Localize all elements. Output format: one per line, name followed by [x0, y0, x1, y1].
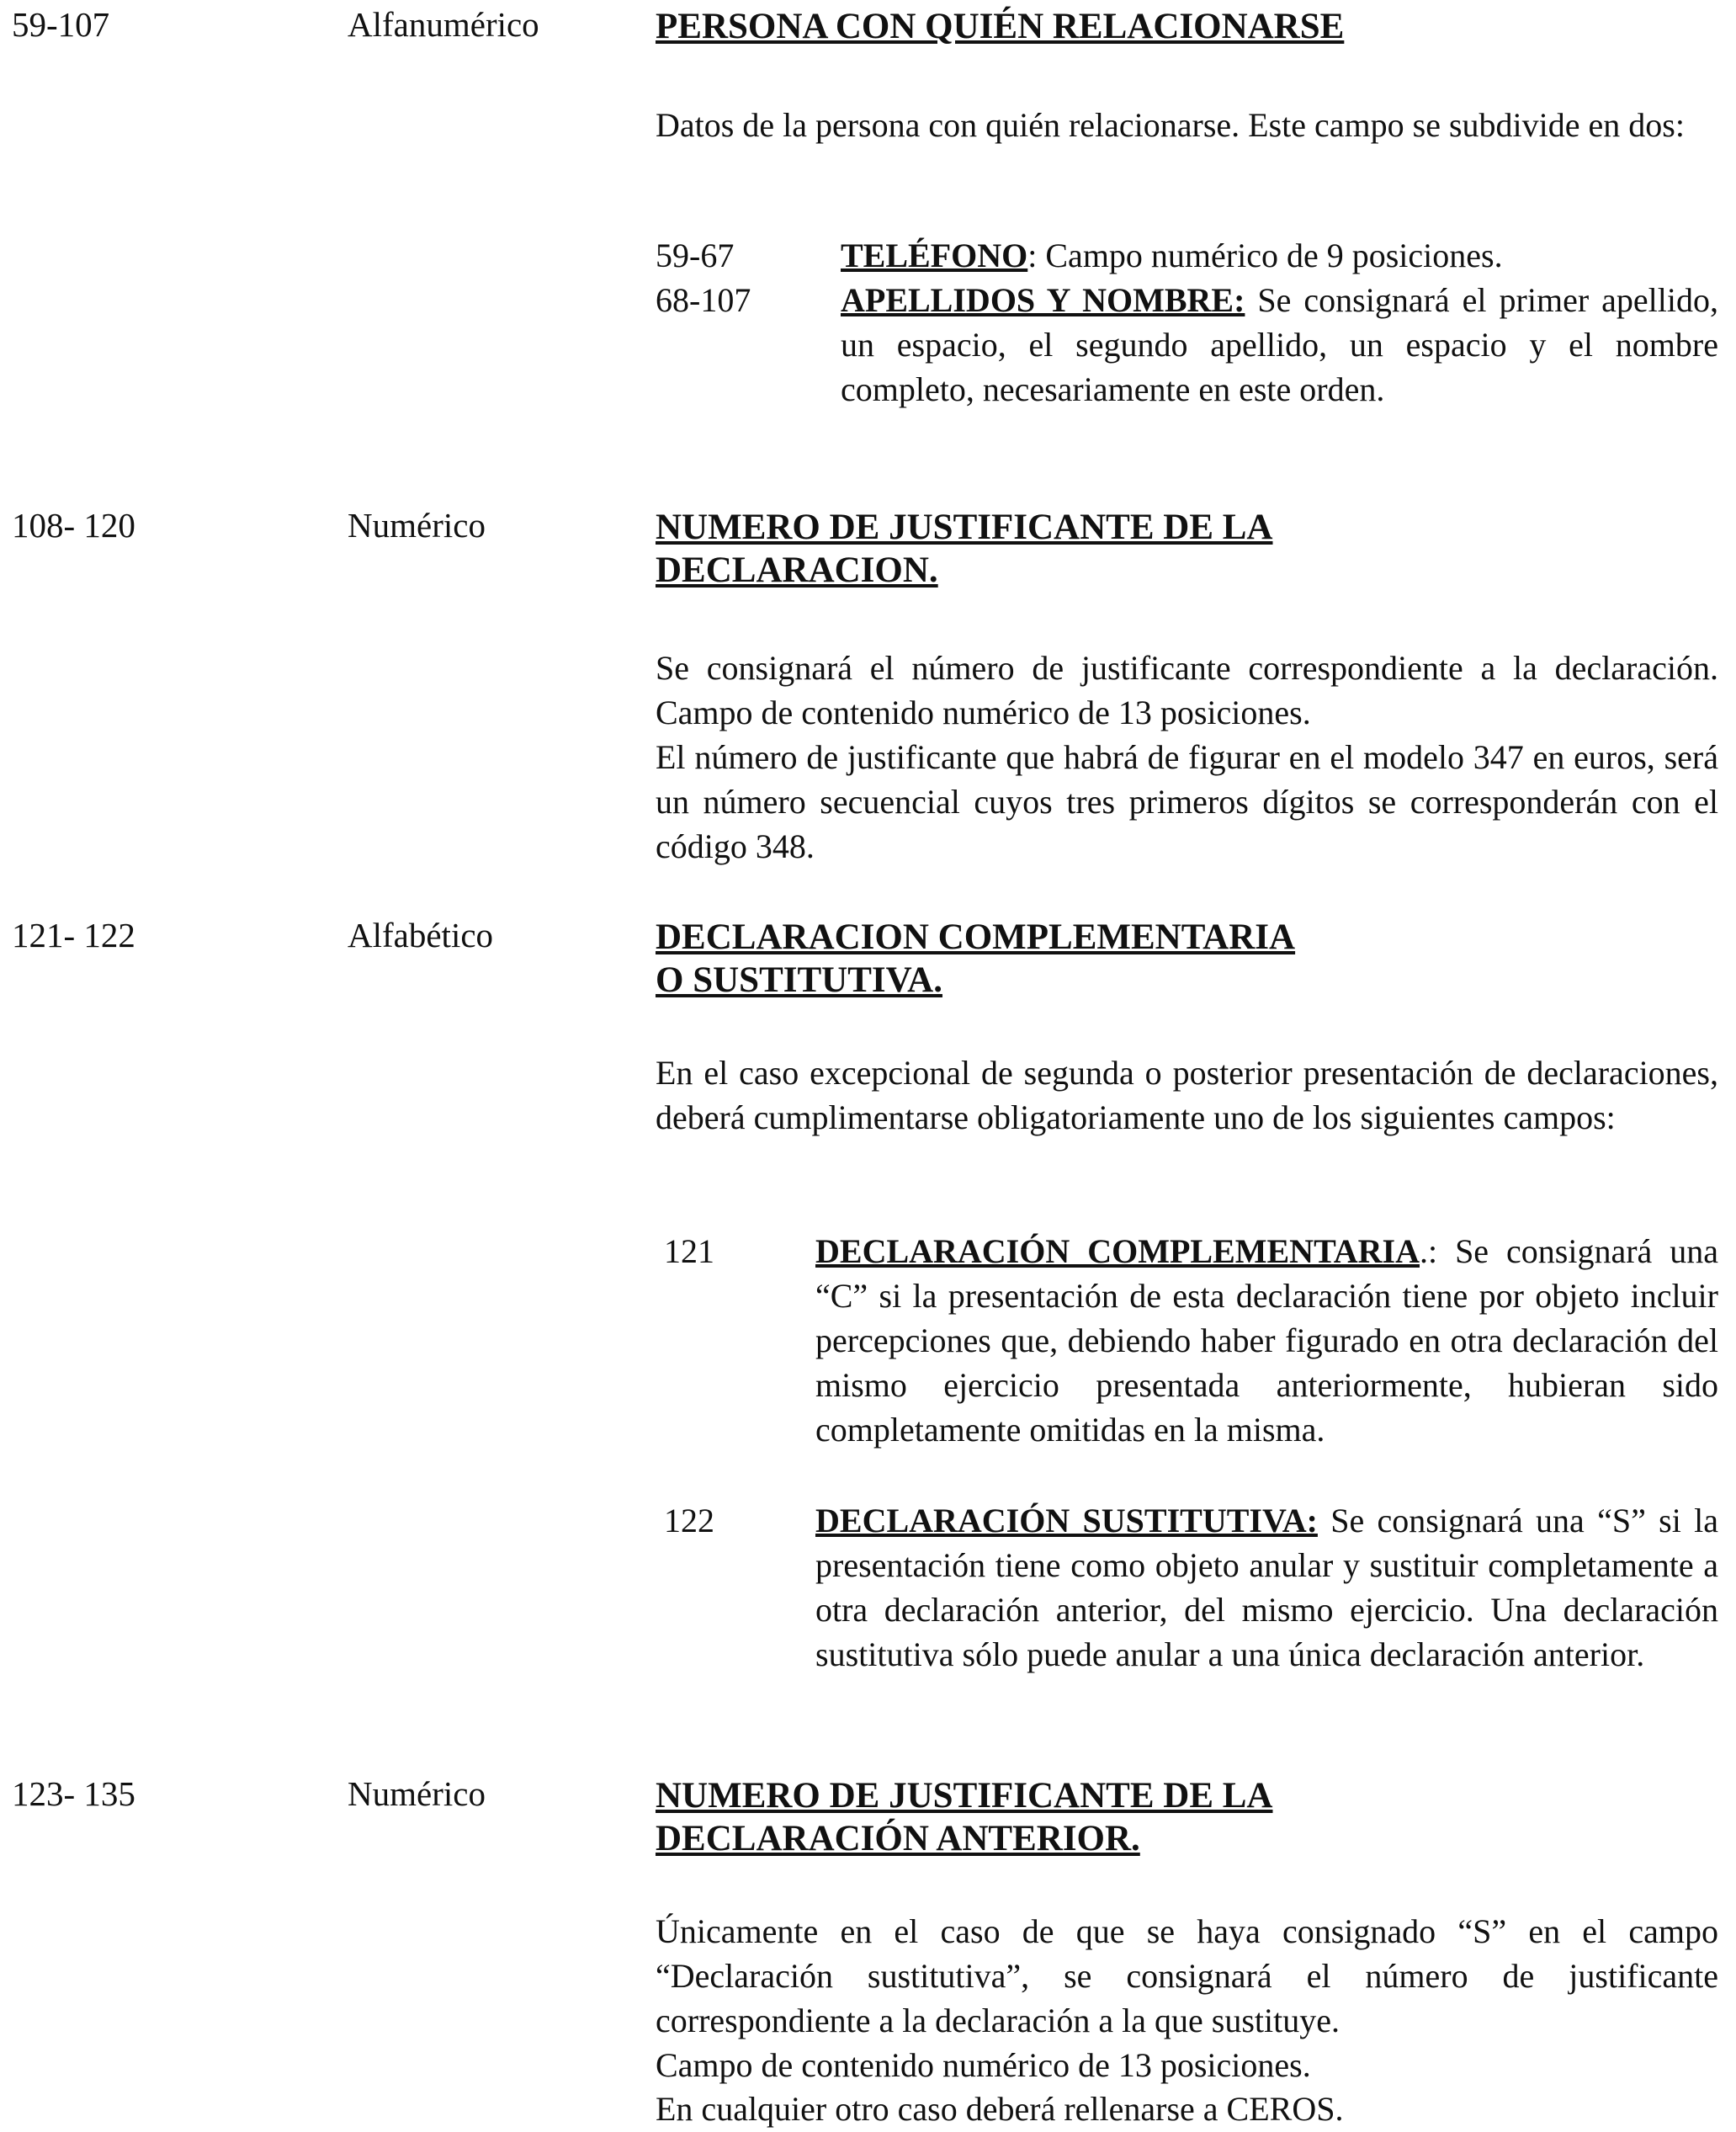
- field-title-line: DECLARACIÓN ANTERIOR.: [656, 1819, 1140, 1858]
- field-type: Alfabético: [348, 916, 494, 954]
- field-type: Numérico: [348, 1774, 486, 1813]
- subfield-title: TELÉFONO: [841, 237, 1028, 274]
- field-description: Se consignará el número de justificante correspondiente a la declaración. Campo de contenido numérico de 13 posiciones.: [656, 649, 1718, 731]
- field-title: [656, 1774, 1272, 1860]
- field-title-line: PERSONA CON QUIÉN RELACIONARSE: [656, 7, 1345, 46]
- field-description: En el caso excepcional de segunda o posterior presentación de declaraciones, deberá cumplimentarse obligatoriamente uno de los siguientes campos:: [656, 1054, 1718, 1136]
- field-title-line: NUMERO DE JUSTIFICANTE DE LA: [656, 1776, 1273, 1816]
- field-description: En cualquier otro caso deberá rellenarse a CEROS.: [656, 2090, 1344, 2128]
- subfield-text: Se consignará el primer apellido, un espacio, el segundo apellido, un espacio y el nombre completo, necesariamente en este orden.: [841, 281, 1718, 408]
- subfield-text: : Campo numérico de 9 posiciones.: [1027, 237, 1503, 274]
- subfield-title: APELLIDOS Y NOMBRE:: [841, 281, 1245, 319]
- field-title-line: O SUSTITUTIVA.: [656, 960, 942, 1000]
- subfield-position: 121: [664, 1232, 714, 1270]
- field-position: 123- 135: [12, 1774, 135, 1813]
- field-description: Únicamente en el caso de que se haya consignado “S” en el campo “Declaración sustitutiva”, se consignará el número de justificante correspondiente a la declaración a la que sustituye.: [656, 1912, 1718, 2039]
- field-title: [656, 5, 1344, 48]
- subfield-text: .: Se consignará una “C” si la presentación de esta declaración tiene por objeto incluir percepciones que, debiendo haber figurado en otra declaración del mismo ejercicio presentada anteriormente, hubieran sido completamente omitidas en la misma.: [815, 1232, 1718, 1449]
- field-title-line: NUMERO DE JUSTIFICANTE DE LA: [656, 508, 1273, 547]
- field-title: [656, 916, 1295, 1002]
- field-description: El número de justificante que habrá de figurar en el modelo 347 en euros, será un número secuencial cuyos tres primeros dígitos se corresponderán con el código 348.: [656, 738, 1718, 865]
- subfield-description: [815, 1498, 1718, 1677]
- field-position: 121- 122: [12, 916, 135, 954]
- field-title: [656, 506, 1272, 592]
- field-title-line: DECLARACION.: [656, 550, 938, 590]
- field-type: Numérico: [348, 506, 486, 545]
- subfield-position: 122: [664, 1502, 714, 1539]
- field-position: 59-107: [12, 5, 110, 44]
- subfield-position: 59-67: [656, 237, 735, 274]
- subfield-title: DECLARACIÓN SUSTITUTIVA:: [815, 1502, 1318, 1539]
- subfield-text: Se consignará una “S” si la presentación tiene como objeto anular y sustituir completamente a otra declaración anterior, del mismo ejercicio. Una declaración sustitutiva sólo puede anular a una única declaración anterior.: [815, 1502, 1718, 1673]
- subfield-title: DECLARACIÓN COMPLEMENTARIA: [815, 1232, 1420, 1270]
- field-title-line: DECLARACION COMPLEMENTARIA: [656, 917, 1296, 957]
- subfield-description: [841, 278, 1718, 412]
- field-description: Campo de contenido numérico de 13 posiciones.: [656, 2046, 1311, 2084]
- subfield-description: [841, 233, 1718, 278]
- field-position: 108- 120: [12, 506, 135, 545]
- field-description: Datos de la persona con quién relacionarse. Este campo se subdivide en dos:: [656, 106, 1685, 144]
- subfield-description: [815, 1229, 1718, 1452]
- subfield-position: 68-107: [656, 281, 751, 319]
- field-type: Alfanumérico: [348, 5, 539, 44]
